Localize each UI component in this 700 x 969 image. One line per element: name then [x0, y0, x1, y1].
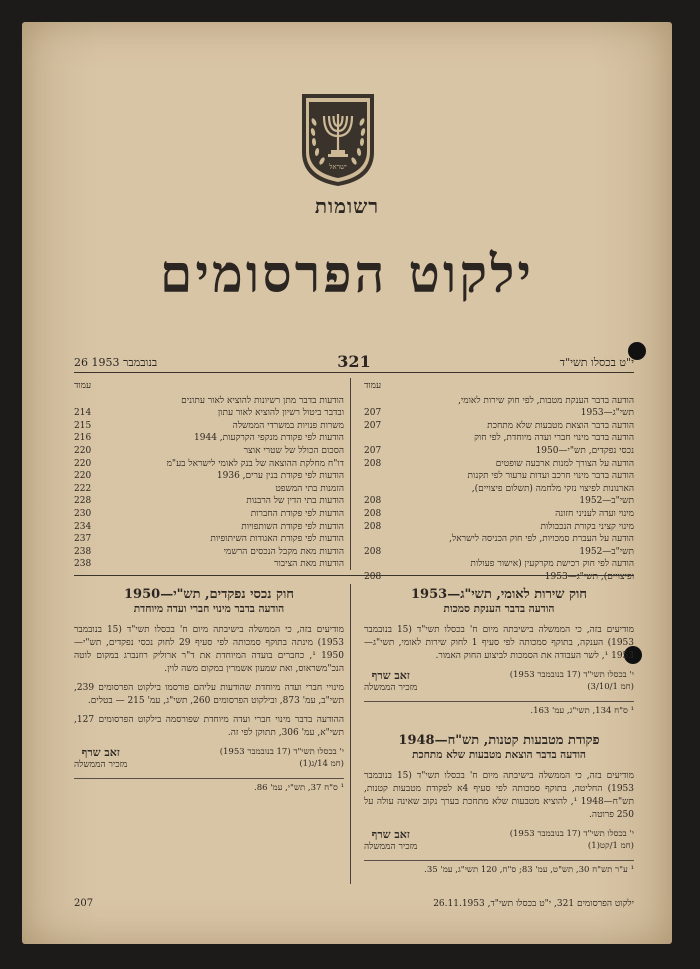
- toc-entry: [74, 533, 344, 546]
- toc-entry-text: מינוי ועדה לעניני חזונה: [555, 508, 634, 519]
- toc-entry-page: 230: [74, 508, 92, 519]
- toc-entry-text: הודעה בדבר הוצאת מטבעות שלא מתחכת: [487, 420, 634, 431]
- toc-page-header: עמוד: [364, 381, 382, 391]
- toc-entry-text: הודעה בדבר מינוי חברי ועדה מיוחדת, לפי חוק: [474, 433, 634, 444]
- page-title: ילקוט הפרסומים: [159, 244, 535, 305]
- toc-entry: [74, 395, 344, 408]
- toc-entry-page: 238: [74, 546, 92, 557]
- toc-entry: [364, 395, 634, 408]
- article-subtitle: הודעה בדבר מינוי חברי ועדה מיוחדת: [133, 603, 285, 615]
- menorah-emblem-icon: [298, 92, 378, 188]
- toc-entry: [74, 483, 344, 496]
- toc-entry-page: [364, 558, 390, 571]
- toc-entry: [74, 495, 344, 508]
- toc-entry-page: 237: [74, 534, 92, 545]
- toc-entry-text: הודעות לפי פקודת בנין ערים, 1936: [216, 471, 344, 482]
- toc-entry-text: הודעה לפי חוק רכישת מקרקעין (אישור פעולות: [470, 559, 634, 570]
- toc-entry-page: 215: [74, 420, 92, 431]
- signer-title: מזכיר הממשלה: [364, 683, 418, 693]
- toc-entry-text: הסכום הכולל של שטרי אוצר: [243, 445, 344, 456]
- toc-left-column: [74, 380, 344, 571]
- article-absentee-property: [74, 588, 344, 795]
- toc-entry-text: הודעות בדבר מתן רשיונות להוציא לאור עתונים: [181, 395, 344, 406]
- signer-title: מזכיר הממשלה: [74, 760, 128, 770]
- toc-entry: [364, 533, 634, 546]
- toc-entry-text: הודעות לפי פקודת השותפויות: [241, 521, 344, 532]
- emblem-word: ישראל: [329, 163, 347, 171]
- article-title: חוק נכסי נפקדים, תש"י—1950: [124, 587, 294, 602]
- article-title: פקודת מטבעות קטנות, תש"ח—1948: [398, 733, 600, 748]
- toc-entry-text: הודעה בדבר מינוי חרכב ועדות ערעור לפי תקנות: [467, 471, 634, 482]
- toc-entry-text: הודעות בתי הדין של הרבנות: [246, 496, 344, 507]
- hebrew-date: י"ט בכסלו תשי"ד: [559, 356, 634, 369]
- gregorian-date: 26 בנובמבר 1953: [74, 356, 158, 369]
- toc-entry-page: 220: [74, 458, 92, 469]
- footnote: ¹ ס"ח 37, תש"י, עמ' 86.: [74, 778, 344, 795]
- toc-entry: [74, 508, 344, 521]
- file-reference: (חמ 1/קט(1): [587, 841, 634, 851]
- toc-entry-text: נכסי נפקדים, תש"י—1950: [535, 445, 634, 456]
- toc-entry-page: 220: [74, 445, 92, 456]
- toc-bottom-rule: [74, 575, 634, 576]
- signing-date: י' בכסלו תשי"ד (17 בנובמבר 1953): [509, 829, 634, 839]
- toc-entry-text: תשי"ב—1952: [579, 546, 634, 557]
- toc-entry-page: 208: [364, 458, 382, 469]
- toc-entry-page: 208: [364, 496, 382, 507]
- toc-right-column: [364, 380, 634, 584]
- file-reference: (חמ 14/ג(1): [299, 759, 344, 769]
- toc-entry: [74, 407, 344, 420]
- series-name: רשומות: [314, 194, 380, 218]
- toc-entry: [364, 432, 634, 445]
- toc-entry: [364, 483, 634, 496]
- toc-entry-page: [364, 395, 390, 408]
- toc-entry-page: 234: [74, 521, 92, 532]
- toc-entry-page: 208: [364, 521, 382, 532]
- toc-entry: [364, 445, 634, 458]
- signer-name: זאב שרף: [371, 828, 410, 841]
- toc-entry-text: הודעות לפי פקודת האגודות השיתופיות: [210, 534, 344, 545]
- toc-entry: [364, 407, 634, 420]
- toc-entry-text: ופיצויים), תשי"ג—1953: [544, 571, 634, 582]
- toc-entry-page: 228: [74, 496, 92, 507]
- toc-divider: [350, 378, 351, 570]
- toc-entry-page: 207: [364, 445, 382, 456]
- toc-entry-page: [364, 483, 390, 496]
- toc-entry-page: 238: [74, 559, 92, 570]
- toc-page-header: עמוד: [74, 381, 92, 391]
- toc-entry: [364, 495, 634, 508]
- signing-date: י' בכסלו תשי"ד (17 בנובמבר 1953): [509, 670, 634, 680]
- toc-entry-text: מינוי קציני בקורת הנכבולות: [540, 521, 634, 532]
- toc-entry-text: דו"ח מחלקת ההוצאה של בנק לאומי לישראל בע"מ: [166, 458, 344, 469]
- toc-entry-text: הזמנות בתי המשפט: [275, 483, 344, 494]
- page-number: 207: [74, 898, 94, 909]
- toc-entry: [364, 521, 634, 534]
- toc-entry-text: משרות פנויות במשרדי הממשלה: [232, 420, 344, 431]
- article-body: מודיעים בזה, כי הממשלה בישיבתה מיום ח' בכסלו תשי"ד (15 בנובמבר 1953) החליטה, בתוקף סמכותה לפי סעיף 4א לפקודת מטבעות קטנות, תש"ח—1948 ¹, להוציא מטבעות שלא מתחכת בערך נקוב שאינה עולה על 250 פרוטה.: [364, 771, 635, 820]
- toc-entry-text: הודעות מאת מקבל הנכסים הרשמי: [223, 546, 344, 557]
- issue-number: 321: [337, 352, 371, 371]
- toc-entry-text: הודעה על העברת סמכויות, לפי חוק הכניסה לישראל,: [449, 534, 634, 545]
- toc-entry: [364, 420, 634, 433]
- toc-entry-text: הודעה על הצורך למנות ארבעה שופטים: [495, 458, 634, 469]
- toc-entry-page: 220: [74, 471, 92, 482]
- toc-entry-text: הודעות לפי פקודת מנקפי הקרקעות, 1944: [194, 433, 344, 444]
- article-body: מודיעים בזה, כי הממשלה בישיבתה מיום ח' בכסלו תשי"ד (15 בנובמבר 1953) מינתה בתוקף סמכותה לפי סעיף 29 לחוק נכסי נפקדים, תש"י—1950 ¹, כחברים בועדה המיוחדת את ד"ר ארוליק רוזנברג במקום לוטה הנכ"משראוס, ואת שמעון אשמרין במקום משה לוין.: [74, 625, 345, 674]
- toc-entry-text: תשי"ג—1953: [580, 408, 634, 419]
- toc-entry: [74, 546, 344, 559]
- running-head: ילקוט הפרסומים 321, י"ט בכסלו תשי"ד, 26.11.1953: [433, 899, 634, 909]
- column-divider: [350, 584, 351, 884]
- gazette-page: [22, 22, 672, 944]
- toc-entry: [74, 432, 344, 445]
- footnote: ¹ ס"ח 134, תשי"ג, עמ' 163.: [364, 701, 634, 718]
- toc-entry-page: 208: [364, 571, 382, 582]
- issue-bar: [74, 352, 634, 370]
- toc-entry: [74, 470, 344, 483]
- toc-entry-text: הארנונות לפיצוי נזקי מלחמה (תשלום פיצויים),: [471, 483, 634, 494]
- toc-entry: [364, 558, 634, 571]
- toc-entry-page: 207: [364, 420, 382, 431]
- signature-block: [74, 746, 344, 772]
- toc-entry-page: 222: [74, 483, 92, 494]
- article-body: מינויי חברי ועדה מיוחדת שהודעות עליהם פורסמו בילקוט הפרסומים 239, תשי"ב, עמ' 873, ובילקוט הפרסומים 260, תשי"ג, עמ' 215 — בטלים.: [74, 683, 344, 706]
- file-reference: (חמ 3/10/1): [587, 682, 634, 692]
- toc-entry-page: 214: [74, 408, 92, 419]
- toc-entry: [364, 571, 634, 584]
- signer-title: מזכיר הממשלה: [364, 842, 418, 852]
- signer-name: זאב שרף: [81, 746, 120, 759]
- toc-entry: [364, 546, 634, 559]
- toc-entry-page: [74, 395, 100, 408]
- toc-entry-page: 207: [364, 408, 382, 419]
- article-subtitle: הודעה בדבר הענקת סמכות: [443, 603, 555, 615]
- article-subtitle: הודעה בדבר הוצאת מטבעות שלא מתחכת: [412, 749, 586, 761]
- article-body: מודיעים בזה, כי הממשלה בישיבתה מיום ח' בכסלו תשי"ד (15 בנובמבר 1953) הענקה, בתוקף סמכותה לפי סעיף 1 לחוק שירות לאומי, תשי"ג—1953 ¹, לשר העבודה את הסמכות לביצוע החוק האמור.: [364, 625, 635, 661]
- toc-entry-text: ובדבר ביטול רשיון להוציא לאור עתון: [217, 408, 344, 419]
- toc-entry: [74, 458, 344, 471]
- toc-entry: [364, 470, 634, 483]
- header-rule: [74, 372, 634, 373]
- toc-entry-page: 208: [364, 508, 382, 519]
- signature-block: [364, 669, 634, 695]
- toc-entry: [364, 508, 634, 521]
- toc-entry: [74, 445, 344, 458]
- toc-entry-text: תשי"ב—1952: [579, 496, 634, 507]
- toc-entry-page: [364, 533, 390, 546]
- toc-entry-page: 208: [364, 546, 382, 557]
- toc-entry-page: [364, 470, 390, 483]
- toc-entry: [74, 521, 344, 534]
- article-national-service: [364, 588, 634, 718]
- article-title: חוק שירות לאומי, תשי"ג—1953: [411, 587, 587, 602]
- toc-entry-text: הודעות מאת הציבור: [274, 559, 344, 570]
- toc-entry: [74, 558, 344, 571]
- toc-entry-text: הודעה בדבר הענקת מטבות, לפי חוק שירות לאומי,: [458, 395, 634, 406]
- signing-date: י' בכסלו תשי"ד (17 בנובמבר 1953): [219, 747, 344, 757]
- toc-entry: [74, 420, 344, 433]
- article-body: ההודעה בדבר מינוי חברי ועדה מיוחדת שפורסמה בילקוט הפרסומים 127, תשי"א, עמ' 306, תתוקן לפי זה.: [74, 715, 344, 738]
- signature-block: [364, 828, 634, 854]
- signer-name: זאב שרף: [371, 669, 410, 682]
- footnote: ¹ ע"ר תש"ח 30, תש"ט, עמ' 83; ס"ח, 120 תשי"ג, עמ' 35.: [364, 860, 634, 877]
- toc-entry-page: 216: [74, 433, 92, 444]
- toc-entry-text: הודעות לפי פקודת החברות: [250, 508, 344, 519]
- toc-entry-page: [364, 432, 390, 445]
- toc-entry: [364, 458, 634, 471]
- article-small-coins: [364, 734, 634, 877]
